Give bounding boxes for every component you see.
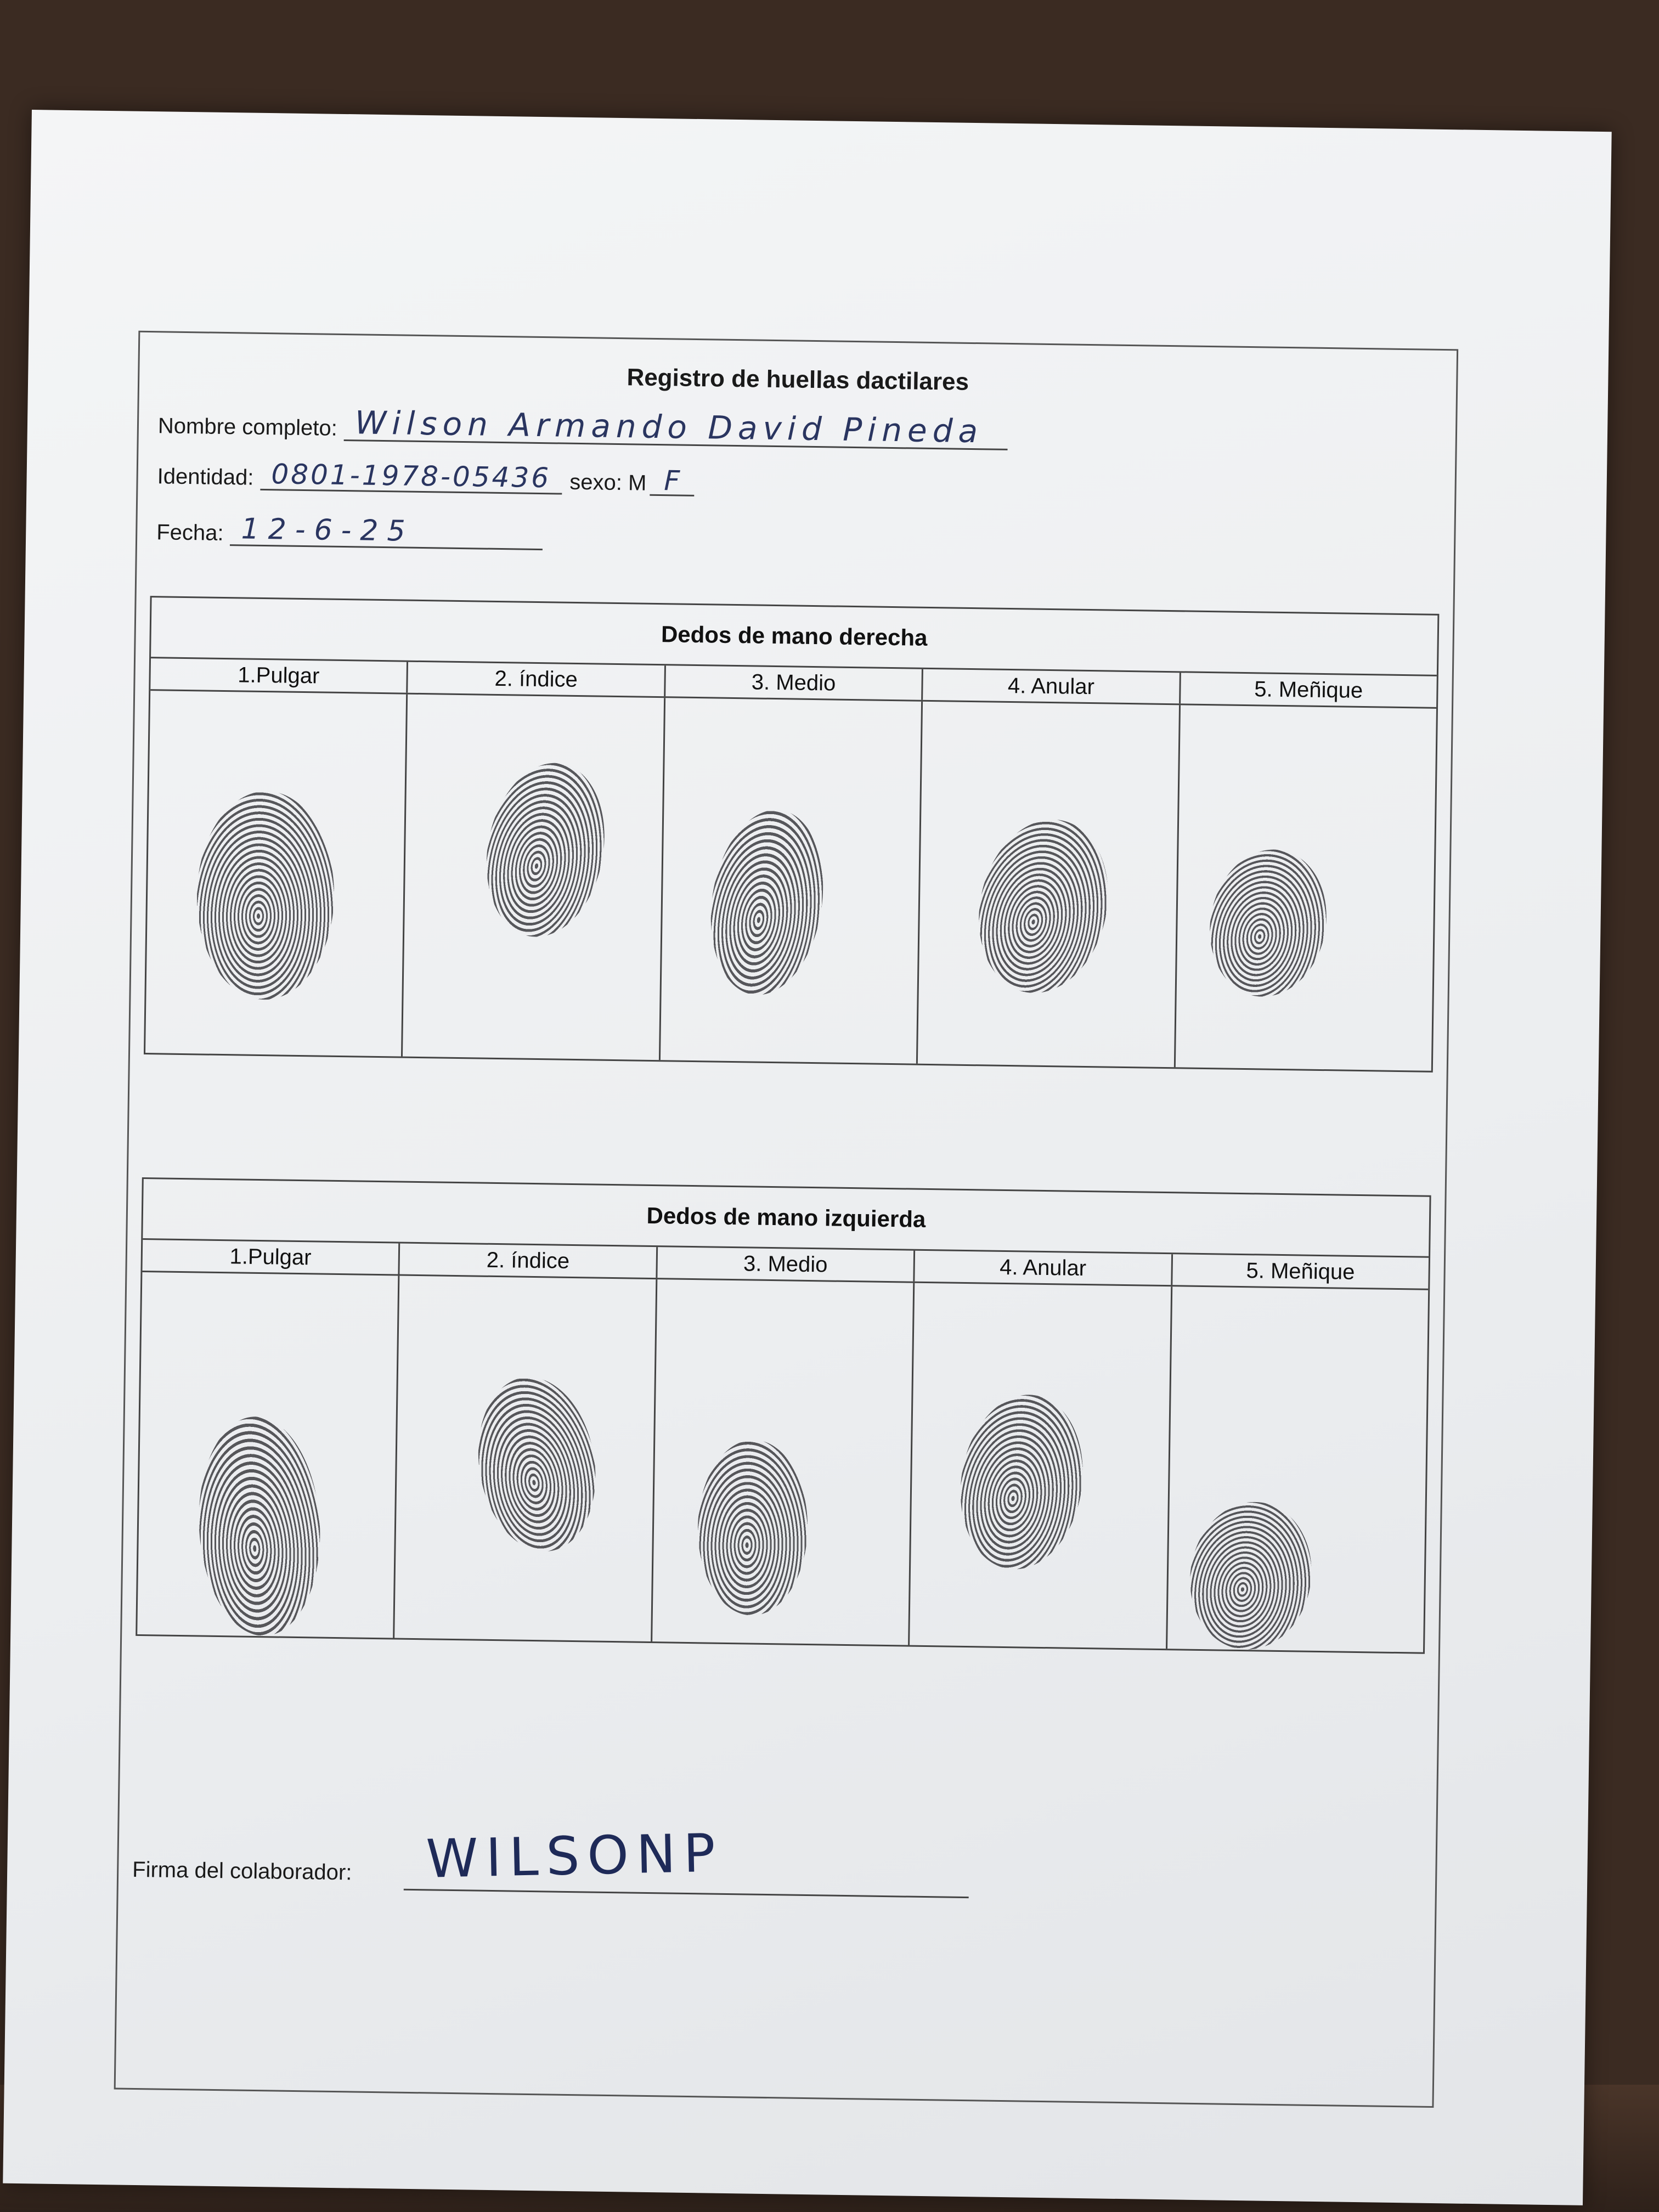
right-hand-table <box>144 596 1439 1073</box>
fingerprint-image <box>697 1439 809 1616</box>
identidad-field <box>157 459 694 496</box>
fingerprint-image <box>193 1413 326 1639</box>
right-header-pulgar: 1.Pulgar <box>150 658 408 693</box>
fingerprint-image <box>473 753 619 947</box>
form-title: Registro de huellas dactilares <box>627 364 969 396</box>
fingerprint-image <box>1180 1493 1322 1658</box>
right-print-cell-anular <box>918 702 1181 1067</box>
sexo-value: F <box>650 467 694 496</box>
left-hand-table <box>136 1177 1431 1654</box>
right-header-anular: 4. Anular <box>923 669 1181 704</box>
left-print-cell-medio <box>652 1279 915 1645</box>
left-header-indice: 2. índice <box>400 1244 658 1278</box>
identidad-value: 0801-1978-05436 <box>260 460 562 495</box>
fingerprint-image <box>963 806 1125 1006</box>
fingerprint-image <box>949 1386 1094 1578</box>
handwritten-signature: WILSONP <box>425 1822 724 1890</box>
right-header-menique: 5. Meñique <box>1254 677 1363 703</box>
nombre-label: Nombre completo: <box>157 414 338 441</box>
left-header-pulgar: 1.Pulgar <box>142 1240 400 1274</box>
left-header-anular: 4. Anular <box>915 1251 1173 1285</box>
right-hand-prints <box>145 691 1436 1071</box>
form-frame <box>114 331 1459 2108</box>
paper-sheet <box>3 110 1611 2205</box>
left-print-cell-pulgar <box>137 1272 400 1638</box>
right-print-cell-indice <box>403 695 665 1060</box>
fingerprint-image <box>466 1368 608 1560</box>
firma-label: Firma del colaborador: <box>132 1857 352 1885</box>
left-print-cell-menique <box>1167 1286 1429 1652</box>
left-print-cell-anular <box>910 1283 1172 1649</box>
left-hand-caption: Dedos de mano izquierda <box>143 1179 1429 1258</box>
fecha-field <box>156 514 543 550</box>
identidad-label: Identidad: <box>157 464 254 490</box>
nombre-value: Wilson Armando David Pineda <box>343 407 1008 450</box>
sexo-label: sexo: M <box>569 470 647 495</box>
right-print-cell-pulgar <box>145 691 408 1056</box>
fecha-value: 12-6-25 <box>230 515 543 550</box>
nombre-field <box>158 404 1008 450</box>
fingerprint-image <box>195 790 335 1000</box>
right-header-indice: 2. índice <box>408 662 666 697</box>
fecha-label: Fecha: <box>156 520 224 545</box>
right-print-cell-medio <box>661 698 923 1063</box>
left-header-medio: 3. Medio <box>657 1247 915 1282</box>
right-header-medio: 3. Medio <box>665 665 923 700</box>
right-print-cell-menique <box>1175 705 1436 1070</box>
left-header-menique: 5. Meñique <box>1246 1259 1355 1284</box>
left-print-cell-indice <box>395 1276 658 1641</box>
left-hand-prints <box>137 1272 1428 1652</box>
fingerprint-image <box>698 802 836 1003</box>
right-hand-caption: Dedos de mano derecha <box>151 597 1437 676</box>
fingerprint-image <box>1198 839 1339 1007</box>
